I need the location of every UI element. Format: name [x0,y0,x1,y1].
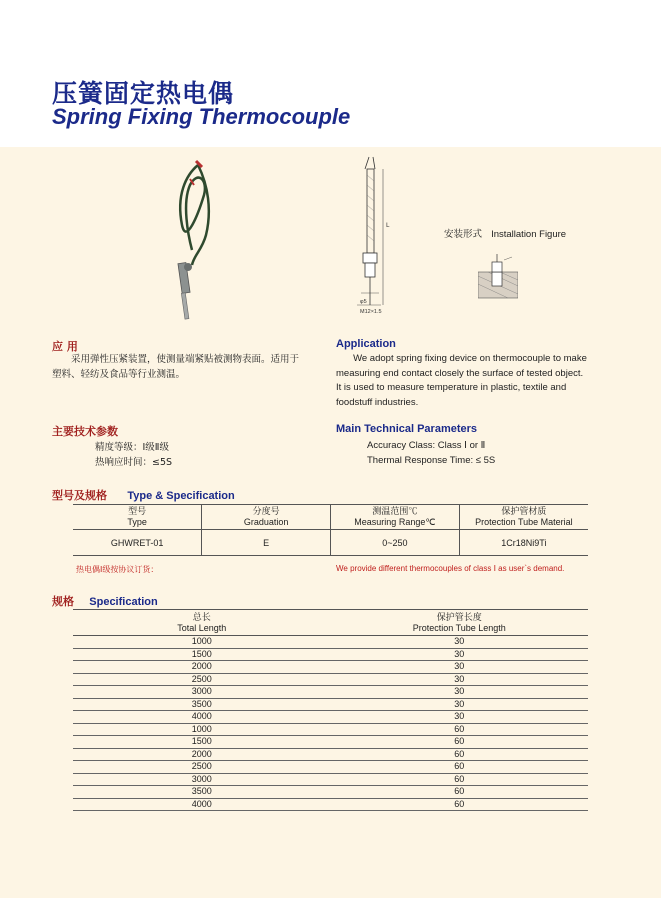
type-cell: E [202,530,331,556]
type-col-1-en: Type [127,517,147,527]
total-length-cell: 2500 [73,761,331,774]
type-col-2-cn: 分度号 [252,506,280,516]
table-row [73,761,588,774]
table-row [73,636,588,649]
tube-length-cell: 30 [331,711,589,724]
total-length-cell: 1000 [73,636,331,649]
table-row [73,661,588,674]
type-col-2 [202,505,331,530]
spec-table [73,609,588,811]
params-accuracy-cn: 精度等级：Ⅰ级Ⅱ级 [95,442,169,453]
tube-length-cell: 60 [331,748,589,761]
spec-col-1-cn: 总长 [192,611,211,622]
spec-col-2 [331,610,589,636]
total-length-cell: 1500 [73,648,331,661]
spec-heading-en: Specification [89,596,158,608]
application-text-cn: 采用弹性压紧装置，使测量端紧贴被测物表面。适用于塑料、轻纺及食品等行业测温。 [52,354,300,380]
type-col-3 [331,505,460,530]
table-row [73,736,588,749]
application-text-en: We adopt spring fixing device on thermocouple to make measuring end contact closely the surface of tested object. It is used to measure temperature in plastic, textile and foodstuff industries. [336,353,587,408]
type-spec-heading [52,484,235,503]
table-row [73,773,588,786]
type-col-3-en: Measuring Range℃ [354,517,436,527]
product-photo [168,155,228,325]
type-note-en: We provide different thermocouples of class Ⅰ as user`s demand. [336,564,565,573]
params-heading-cn: 主要技术参数 [52,425,118,438]
tube-length-cell: 60 [331,773,589,786]
tube-length-cell: 30 [331,686,589,699]
table-row [73,786,588,799]
tube-length-cell: 30 [331,698,589,711]
type-table [73,504,588,556]
type-col-1-cn: 型号 [128,506,147,516]
drawing-label-phi: φ5 [360,299,367,305]
spec-col-1-en: Total Length [177,622,227,633]
tube-length-cell: 60 [331,761,589,774]
table-row [73,698,588,711]
header [0,0,661,147]
spec-heading-cn: 规格 [52,595,74,608]
drawing-label-l: L [386,222,390,229]
type-table-header [73,505,588,530]
installation-label-cn: 安装形式 [444,229,483,240]
installation-label-en: Installation Figure [491,229,567,240]
technical-drawing [345,155,405,325]
params-response-en: Thermal Response Time: ≤ 5S [367,455,496,466]
table-row [73,723,588,736]
type-spec-heading-cn: 型号及规格 [52,489,107,502]
type-spec-heading-en: Type & Specification [127,490,235,502]
type-col-4-cn: 保护管材质 [501,506,547,516]
table-row [73,673,588,686]
total-length-cell: 3500 [73,698,331,711]
type-cell: GHWRET-01 [73,530,202,556]
type-col-4-en: Protection Tube Material [475,517,573,527]
total-length-cell: 4000 [73,711,331,724]
table-row [73,798,588,811]
tube-length-cell: 60 [331,798,589,811]
tube-length-cell: 30 [331,648,589,661]
tube-length-cell: 60 [331,736,589,749]
table-row [73,711,588,724]
total-length-cell: 3000 [73,686,331,699]
spec-heading [52,590,158,609]
spec-col-1 [73,610,331,636]
total-length-cell: 1000 [73,723,331,736]
total-length-cell: 3500 [73,786,331,799]
total-length-cell: 4000 [73,798,331,811]
tube-length-cell: 60 [331,723,589,736]
total-length-cell: 2500 [73,673,331,686]
installation-caption [444,226,566,240]
installation-figure [478,254,518,300]
total-length-cell: 1500 [73,736,331,749]
drawing-label-thread: M12×1.5 [360,309,382,315]
table-row [73,748,588,761]
table-row [73,648,588,661]
total-length-cell: 2000 [73,661,331,674]
type-note-cn: 热电偶Ⅰ级按协议订货： [76,565,159,574]
application-heading-en: Application [336,338,396,350]
params-accuracy-en: Accuracy Class: Class Ⅰ or Ⅱ [367,440,486,451]
spec-col-2-cn: 保护管长度 [436,611,482,622]
type-cell: 1Cr18Ni9Ti [459,530,588,556]
total-length-cell: 3000 [73,773,331,786]
tube-length-cell: 30 [331,636,589,649]
type-col-2-en: Graduation [243,517,289,527]
type-col-4 [459,505,588,530]
params-response-cn: 热响应时间：≤5S [95,457,173,468]
tube-length-cell: 30 [331,661,589,674]
type-cell: 0~250 [331,530,460,556]
spec-col-2-en: Protection Tube Length [412,622,506,633]
page-title-en: Spring Fixing Thermocouple [52,104,351,129]
tube-length-cell: 30 [331,673,589,686]
table-row [73,686,588,699]
application-heading-cn: 应 用 [52,340,78,353]
total-length-cell: 2000 [73,748,331,761]
table-row [73,530,588,556]
tube-length-cell: 60 [331,786,589,799]
type-col-3-cn: 测温范围℃ [372,506,418,516]
params-heading-en: Main Technical Parameters [336,423,478,435]
type-col-1 [73,505,202,530]
spec-table-header [73,610,588,636]
page-title-cn: 压簧固定热电偶 [52,79,235,108]
